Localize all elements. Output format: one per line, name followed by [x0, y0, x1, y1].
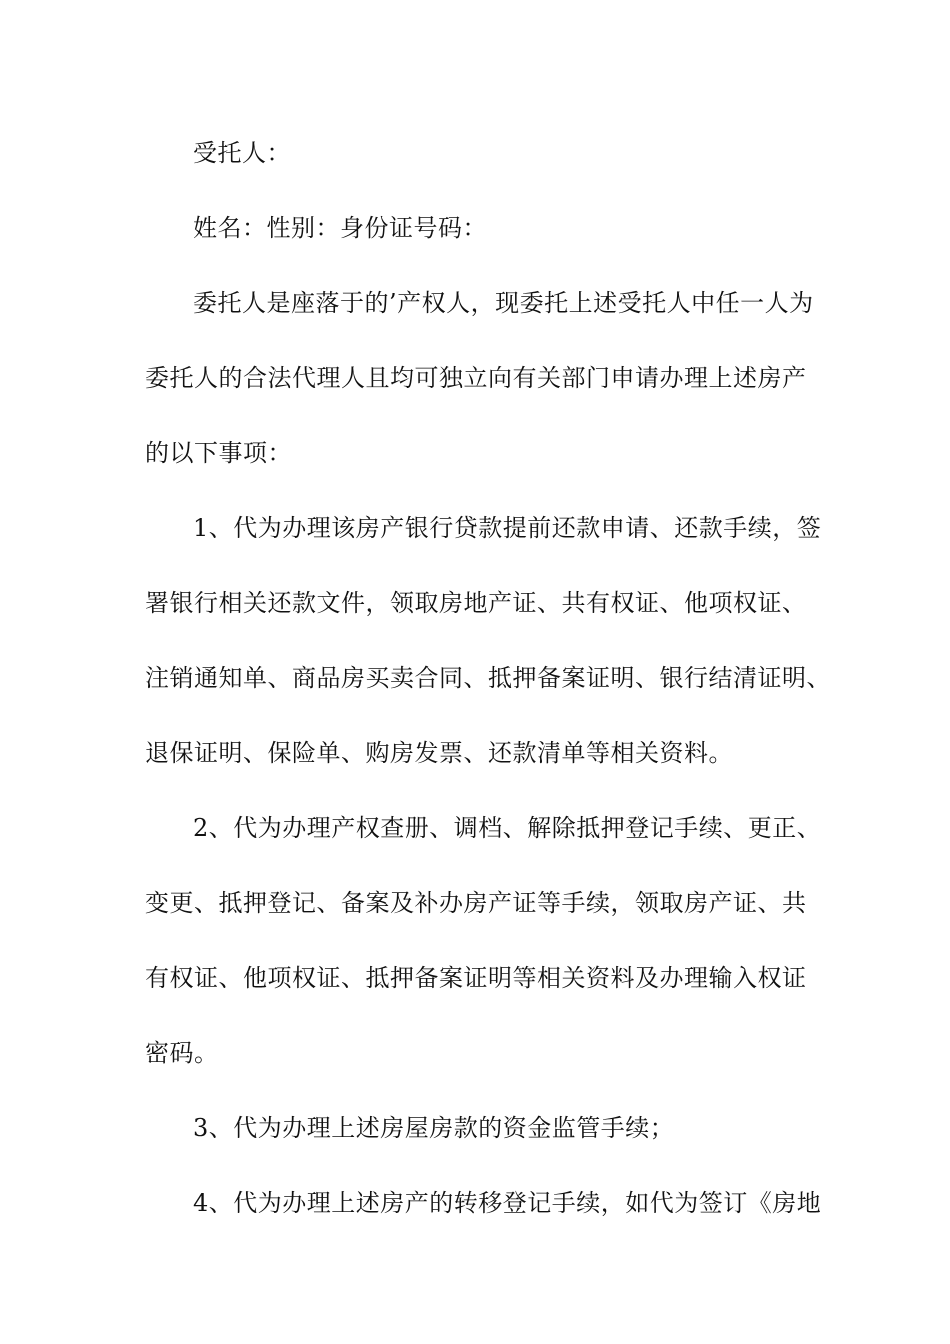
- trustee-info-fields: 姓名：性别：身份证号码：: [193, 214, 487, 242]
- item-2-line: 2、代为办理产权查册、调档、解除抵押登记手续、更正、: [193, 814, 822, 842]
- trustee-heading: 受托人：: [193, 139, 291, 167]
- item-3-line: 3、代为办理上述房屋房款的资金监管手续；: [193, 1114, 675, 1142]
- item-1-line: 退保证明、保险单、购房发票、还款清单等相关资料。: [145, 739, 733, 767]
- item-2-line: 密码。: [145, 1039, 219, 1067]
- paragraph-line: 委托人是座落于的’产权人，现委托上述受托人中任一人为: [193, 289, 814, 317]
- item-2-line: 有权证、他项权证、抵押备案证明等相关资料及办理输入权证: [145, 964, 807, 992]
- paragraph-line: 的以下事项：: [145, 439, 292, 467]
- paragraph-line: 委托人的合法代理人且均可独立向有关部门申请办理上述房产: [145, 364, 807, 392]
- item-4-line: 4、代为办理上述房产的转移登记手续，如代为签订《房地: [193, 1189, 822, 1217]
- item-2-line: 变更、抵押登记、备案及补办房产证等手续，领取房产证、共: [145, 889, 807, 917]
- item-1-line: 注销通知单、商品房买卖合同、抵押备案证明、银行结清证明、: [145, 664, 831, 692]
- item-1-line: 署银行相关还款文件，领取房地产证、共有权证、他项权证、: [145, 589, 807, 617]
- item-1-line: 1、代为办理该房产银行贷款提前还款申请、还款手续，签: [193, 514, 822, 542]
